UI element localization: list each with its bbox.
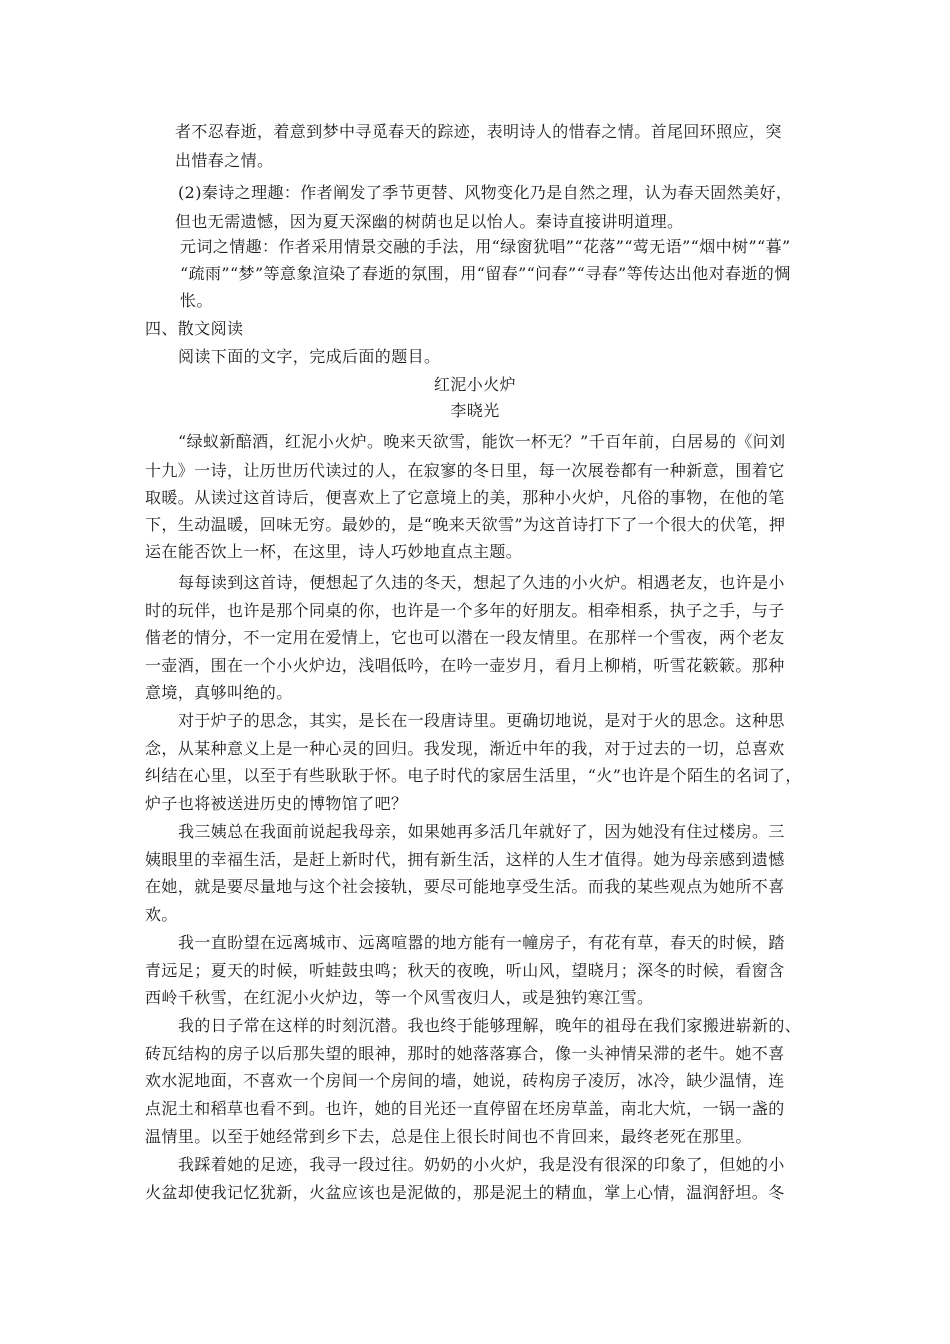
essay-text-line: 纠结在心里，以至于有些耿耿于怀。电子时代的家居生活里，“火”也许是个陌生的名词了， (145, 766, 802, 785)
essay-author: 李晓光 (450, 401, 500, 420)
essay-text-line: 对于炉子的思念，其实，是长在一段唐诗里。更确切地说，是对于火的思念。这种思 (178, 711, 785, 730)
essay-title: 红泥小火炉 (433, 375, 516, 394)
essay-text-line: 点泥土和稻草也看不到。也许，她的目光还一直停留在坯房草盖，南北大炕，一锅一盏的 (145, 1099, 785, 1118)
essay-text-line: 欢。 (145, 905, 178, 924)
essay-text-line: 温情里。以至于她经常到乡下去，总是住上很长时间也不肯回来，最终老死在那里。 (145, 1127, 752, 1146)
essay-text-line: 偕老的情分，不一定用在爱情上，它也可以潜在一段友情里。在那样一个雪夜，两个老友 (145, 628, 785, 647)
answer-text-line: 出惜春之情。 (175, 151, 274, 170)
essay-text-line: 西岭千秋雪，在红泥小火炉边，等一个风雪夜归人，或是独钓寒江雪。 (145, 988, 654, 1007)
essay-text-line: 在她，就是要尽量地与这个社会接轨，要尽可能地享受生活。而我的某些观点为她所不喜 (145, 877, 785, 896)
essay-text-line: 十九》一诗，让历世历代读过的人，在寂寥的冬日里，每一次展卷都有一种新意，围着它 (145, 461, 785, 480)
answer-text-line: 者不忍春逝，着意到梦中寻觅春天的踪迹，表明诗人的惜春之情。首尾回环照应，突 (175, 122, 782, 141)
essay-text-line: 我的日子常在这样的时刻沉潜。我也终于能够理解，晚年的祖母在我们家搬进崭新的、 (178, 1016, 802, 1035)
essay-text-line: 欢水泥地面，不喜欢一个房间一个房间的墙，她说，砖构房子凌厉，冰冷，缺少温情，连 (145, 1071, 785, 1090)
essay-text-line: 运在能否饮上一杯，在这里，诗人巧妙地直点主题。 (145, 542, 523, 561)
essay-text-line: 炉子也将被送进历史的博物馆了吧？ (145, 794, 408, 813)
essay-text-line: 意境，真够叫绝的。 (145, 683, 293, 702)
essay-text-line: 取暖。从读过这首诗后，便喜欢上了它意境上的美，那种小火炉，凡俗的事物，在他的笔 (145, 488, 785, 507)
essay-text-line: 一壶酒，围在一个小火炉边，浅唱低吟，在吟一壶岁月，看月上柳梢，听雪花簌簌。那种 (145, 656, 785, 675)
answer-text-line: 元词之情趣：作者采用情景交融的手法，用“绿窗犹唱”“花落”“莺无语”“烟中树”“暮” (180, 237, 791, 256)
essay-text-line: 姨眼里的幸福生活，是赶上新时代，拥有新生活，这样的人生才值得。她为母亲感到遗憾 (145, 850, 785, 869)
essay-text-line: 我三姨总在我面前说起我母亲，如果她再多活几年就好了，因为她没有住过楼房。三 (178, 822, 785, 841)
essay-text-line: 下，生动温暖，回味无穷。最妙的，是“晚来天欲雪”为这首诗打下了一个很大的伏笔，押 (145, 515, 786, 534)
section-heading: 四、散文阅读 (145, 319, 244, 338)
essay-text-line: 时的玩伴，也许是那个同桌的你，也许是一个多年的好朋友。相牵相系，执子之手，与子 (145, 601, 785, 620)
essay-text-line: 我踩着她的足迹，我寻一段过往。奶奶的小火炉，我是没有很深的印象了，但她的小 (178, 1155, 785, 1174)
answer-text-line: 但也无需遗憾，因为夏天深幽的树荫也足以怡人。秦诗直接讲明道理。 (175, 212, 684, 231)
essay-text-line: 砖瓦结构的房子以后那失望的眼神，那时的她落落寡合，像一头神情呆滞的老牛。她不喜 (145, 1044, 785, 1063)
essay-text-line: 青远足；夏天的时候，听蛙鼓虫鸣；秋天的夜晚，听山风，望晓月；深冬的时候，看窗含 (145, 961, 785, 980)
answer-text-line: (2)秦诗之理趣：作者阐发了季节更替、风物变化乃是自然之理，认为春天固然美好， (178, 183, 793, 202)
essay-text-line: 念，从某种意义上是一种心灵的回归。我发现，渐近中年的我，对于过去的一切，总喜欢 (145, 739, 785, 758)
essay-text-line: 火盆却使我记忆犹新，火盆应该也是泥做的，那是泥土的精血，掌上心情，温润舒坦。冬 (145, 1183, 785, 1202)
instruction-text: 阅读下面的文字，完成后面的题目。 (178, 347, 441, 366)
essay-text-line: “绿蚁新醅酒，红泥小火炉。晚来天欲雪，能饮一杯无？”千百年前，白居易的《问刘 (178, 432, 786, 451)
answer-text-line: “疏雨”“梦”等意象渲染了春逝的氛围，用“留春”“问春”“寻春”等传达出他对春逝的惆 (180, 264, 791, 283)
essay-text-line: 我一直盼望在远离城市、远离喧嚣的地方能有一幢房子，有花有草，春天的时候，踏 (178, 933, 785, 952)
answer-text-line: 怅。 (180, 291, 213, 310)
essay-text-line: 每每读到这首诗，便想起了久违的冬天，想起了久违的小火炉。相遇老友，也许是小 (178, 573, 785, 592)
